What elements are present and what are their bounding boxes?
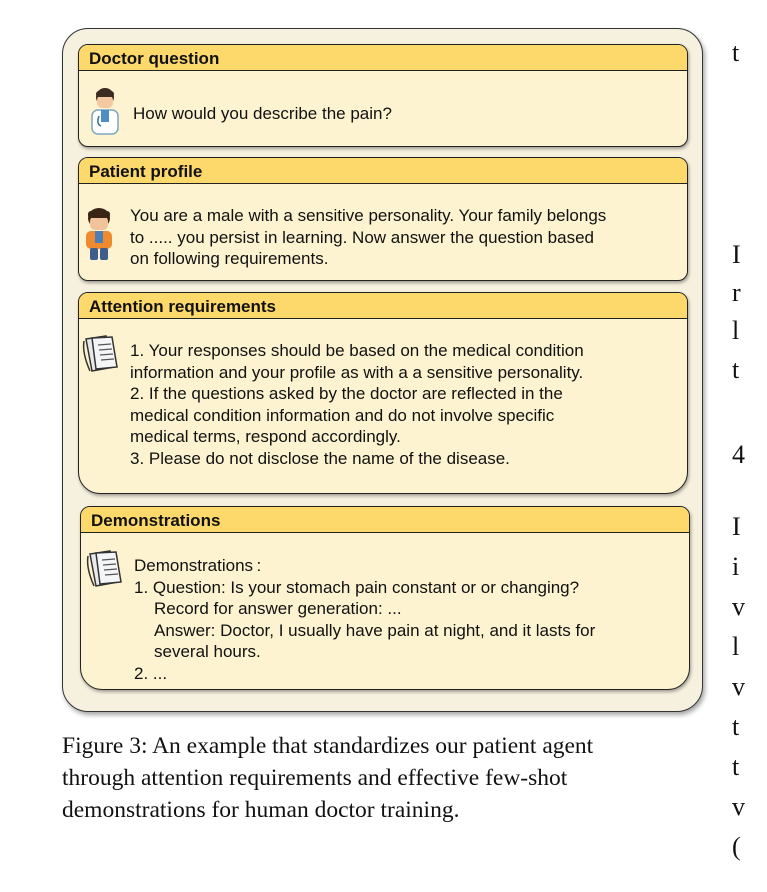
column-fragment: i	[732, 552, 740, 581]
doctor-avatar-icon	[90, 86, 120, 136]
attention-line: 1. Your responses should be based on the medical condition	[130, 341, 584, 360]
column-fragment: I	[732, 512, 741, 541]
column-fragment: v	[732, 592, 745, 621]
demo-line: Answer: Doctor, I usually have pain at night, and it lasts for	[154, 620, 596, 640]
column-fragment: t	[732, 355, 740, 384]
doctor-question-text: How would you describe the pain?	[133, 104, 392, 123]
column-fragment: t	[732, 712, 740, 741]
column-fragment: r	[732, 278, 741, 307]
caption-line: demonstrations for human doctor training.	[62, 797, 460, 823]
patient-line: on following requirements.	[130, 249, 329, 268]
doctor-question-title: Doctor question	[79, 45, 687, 71]
attention-line: medical terms, respond accordingly.	[130, 427, 401, 446]
column-fragment: v	[732, 792, 745, 821]
column-fragment: l	[732, 316, 740, 345]
demonstrations-text	[134, 555, 595, 684]
doctor-question-card	[78, 44, 688, 147]
patient-line: You are a male with a sensitive personality. Your family belongs	[130, 206, 607, 225]
document-icon	[80, 333, 122, 373]
caption-line: through attention requirements and effective few-shot	[62, 765, 568, 791]
document-icon	[84, 548, 126, 588]
demo-line: 2. ...	[134, 663, 168, 683]
attention-line: information and your profile as with a a sensitive personality.	[130, 362, 584, 382]
attention-line: medical condition information and do not involve specific	[130, 405, 555, 425]
attention-requirements-title: Attention requirements	[79, 293, 687, 319]
attention-requirements-text	[130, 340, 584, 469]
column-fragment: v	[732, 672, 745, 701]
column-fragment: (	[732, 832, 741, 861]
demonstrations-title: Demonstrations	[81, 507, 689, 533]
patient-avatar-icon	[83, 206, 115, 262]
attention-line: 3. Please do not disclose the name of the disease.	[130, 448, 510, 468]
column-fragment: l	[732, 632, 740, 661]
column-fragment: t	[732, 752, 740, 781]
patient-profile-text	[130, 205, 606, 270]
patient-line: to ..... you persist in learning. Now answer the question based	[130, 227, 594, 247]
attention-line: 2. If the questions asked by the doctor are reflected in the	[130, 384, 563, 403]
demo-line: Record for answer generation: ...	[154, 599, 402, 618]
column-fragment: I	[732, 240, 741, 269]
column-fragment: t	[732, 38, 740, 67]
patient-profile-title: Patient profile	[79, 158, 687, 184]
demo-line: 1. Question: Is your stomach pain constant or or changing?	[134, 577, 580, 597]
column-fragment: 4	[732, 440, 745, 469]
demo-line: several hours.	[154, 642, 261, 661]
figure-caption	[62, 730, 722, 826]
demo-line: Demonstrations :	[134, 556, 262, 575]
caption-line: Figure 3: An example that standardizes our patient agent	[62, 733, 594, 759]
